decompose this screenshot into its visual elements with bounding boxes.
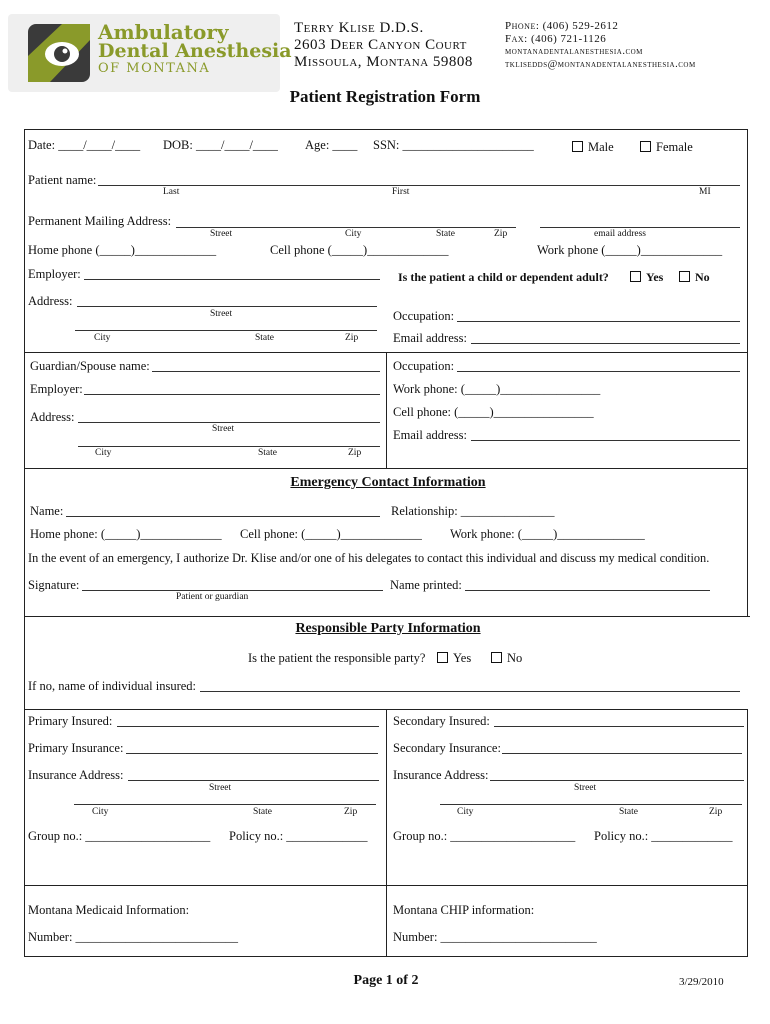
male-option[interactable] bbox=[572, 140, 614, 155]
child-no-label: No bbox=[695, 270, 710, 284]
medicaid-label: Montana Medicaid Information: bbox=[28, 903, 190, 917]
guardian-occupation-line[interactable] bbox=[457, 371, 740, 372]
contact-website: montanadentalanesthesia.com bbox=[505, 46, 643, 57]
responsible-no-label: No bbox=[507, 651, 523, 665]
caption-patient-or-guardian: Patient or guardian bbox=[176, 592, 249, 602]
checkbox-icon[interactable] bbox=[572, 141, 583, 152]
caption-last: Last bbox=[163, 187, 180, 197]
if-no-line[interactable] bbox=[200, 691, 740, 692]
secondary-insurance-address-label: Insurance Address: bbox=[393, 768, 489, 782]
guardian-occupation-label: Occupation: bbox=[393, 359, 455, 373]
checkbox-icon[interactable] bbox=[437, 652, 448, 663]
logo-line2: Dental Anesthesia bbox=[98, 40, 292, 62]
caption-zip: Zip bbox=[709, 807, 723, 817]
primary-policy-field[interactable]: Policy no.: _____________ bbox=[229, 829, 368, 843]
guardian-cell-phone[interactable]: Cell phone: (_____)________________ bbox=[393, 405, 594, 419]
guardian-email-label: Email address: bbox=[393, 428, 467, 442]
emergency-home-phone[interactable]: Home phone: (_____)_____________ bbox=[30, 527, 222, 541]
guardian-employer-line[interactable] bbox=[84, 394, 380, 395]
revision-date: 3/29/2010 bbox=[679, 976, 724, 988]
child-yes-label: Yes bbox=[646, 270, 664, 284]
patient-occupation-label: Occupation: bbox=[393, 309, 455, 323]
child-no-option[interactable] bbox=[679, 270, 710, 285]
secondary-insured-line[interactable] bbox=[494, 726, 744, 727]
caption-zip: Zip bbox=[348, 448, 362, 458]
patient-name-line[interactable] bbox=[98, 185, 740, 186]
employer-label: Employer: bbox=[28, 267, 81, 281]
primary-insurance-address-line[interactable] bbox=[128, 780, 379, 781]
caption-state: State bbox=[255, 333, 274, 343]
checkbox-icon[interactable] bbox=[630, 271, 641, 282]
caption-zip: Zip bbox=[344, 807, 358, 817]
emergency-name-line[interactable] bbox=[66, 516, 380, 517]
name-printed-line[interactable] bbox=[465, 590, 710, 591]
guardian-address-label: Address: bbox=[30, 410, 75, 424]
emergency-relationship[interactable]: Relationship: _______________ bbox=[391, 504, 555, 518]
date-field[interactable]: Date: ____/____/____ bbox=[28, 138, 141, 152]
page-title: Patient Registration Form bbox=[289, 87, 481, 106]
caption-state: State bbox=[258, 448, 277, 458]
dob-field[interactable]: DOB: ____/____/____ bbox=[163, 138, 278, 152]
caption-city: City bbox=[95, 448, 112, 458]
caption-state: State bbox=[619, 807, 638, 817]
responsible-heading: Responsible Party Information bbox=[295, 621, 481, 636]
doctor-city: Missoula, Montana 59808 bbox=[294, 54, 473, 70]
secondary-group-field[interactable]: Group no.: ____________________ bbox=[393, 829, 576, 843]
caption-street: Street bbox=[212, 424, 235, 434]
guardian-email-line[interactable] bbox=[471, 440, 740, 441]
page-number: Page 1 of 2 bbox=[353, 973, 419, 988]
caption-street: Street bbox=[209, 783, 232, 793]
male-label: Male bbox=[588, 140, 614, 154]
caption-street: Street bbox=[574, 783, 597, 793]
guardian-column-divider bbox=[386, 352, 387, 468]
patient-name-label: Patient name: bbox=[28, 173, 97, 187]
signature-line[interactable] bbox=[82, 590, 383, 591]
form-right-border bbox=[747, 129, 748, 616]
caption-first: First bbox=[392, 187, 410, 197]
female-option[interactable] bbox=[640, 140, 693, 155]
medicaid-number-field[interactable]: Number: __________________________ bbox=[28, 930, 239, 944]
responsible-yes-option[interactable] bbox=[437, 651, 471, 666]
form-bottom-border bbox=[24, 956, 748, 957]
primary-insurance-label: Primary Insurance: bbox=[28, 741, 124, 755]
caption-street: Street bbox=[210, 309, 233, 319]
caption-city: City bbox=[94, 333, 111, 343]
name-printed-label: Name printed: bbox=[390, 578, 462, 592]
checkbox-icon[interactable] bbox=[640, 141, 651, 152]
home-phone-field[interactable]: Home phone (_____)_____________ bbox=[28, 243, 217, 257]
secondary-insurance-label: Secondary Insurance: bbox=[393, 741, 501, 755]
logo-eye-icon bbox=[22, 20, 100, 86]
caption-state: State bbox=[253, 807, 272, 817]
child-question: Is the patient a child or dependent adult? bbox=[398, 270, 609, 284]
child-yes-option[interactable] bbox=[630, 270, 663, 285]
caption-mi: MI bbox=[699, 187, 711, 197]
caption-city: City bbox=[457, 807, 474, 817]
contact-email: tklisedds@montanadentalanesthesia.com bbox=[505, 59, 696, 70]
responsible-yes-label: Yes bbox=[453, 651, 472, 665]
caption-zip: Zip bbox=[345, 333, 359, 343]
female-label: Female bbox=[656, 140, 693, 154]
if-no-label: If no, name of individual insured: bbox=[28, 679, 197, 693]
contact-fax: Fax: (406) 721-1126 bbox=[505, 33, 607, 45]
doctor-street: 2603 Deer Canyon Court bbox=[294, 37, 467, 53]
logo bbox=[8, 14, 292, 92]
guardian-address-line[interactable] bbox=[78, 422, 380, 423]
insurance-right-border bbox=[747, 709, 748, 957]
primary-insurance-address-label: Insurance Address: bbox=[28, 768, 124, 782]
secondary-insured-label: Secondary Insured: bbox=[393, 714, 490, 728]
employer-line[interactable] bbox=[84, 279, 380, 280]
secondary-policy-field[interactable]: Policy no.: _____________ bbox=[594, 829, 733, 843]
guardian-work-phone[interactable]: Work phone: (_____)________________ bbox=[393, 382, 601, 396]
primary-insured-label: Primary Insured: bbox=[28, 714, 113, 728]
logo-line3: OF MONTANA bbox=[98, 61, 211, 76]
doctor-name: Terry Klise D.D.S. bbox=[294, 20, 424, 36]
emergency-work-phone[interactable]: Work phone: (_____)______________ bbox=[450, 527, 645, 541]
logo-line1: Ambulatory bbox=[98, 20, 229, 44]
responsible-question: Is the patient the responsible party? bbox=[248, 651, 426, 665]
secondary-insurance-address-line[interactable] bbox=[490, 780, 744, 781]
ssn-field[interactable]: SSN: _____________________ bbox=[373, 138, 534, 152]
age-field[interactable]: Age: ____ bbox=[305, 138, 358, 152]
guardian-employer-label: Employer: bbox=[30, 382, 83, 396]
guardian-address-line-2[interactable] bbox=[78, 446, 380, 447]
chip-number-field[interactable]: Number: _________________________ bbox=[393, 930, 597, 944]
chip-label: Montana CHIP information: bbox=[393, 903, 535, 917]
primary-group-field[interactable]: Group no.: ____________________ bbox=[28, 829, 211, 843]
form-top-border bbox=[24, 129, 748, 130]
address-line[interactable] bbox=[77, 306, 377, 307]
contact-phone: Phone: (406) 529-2612 bbox=[505, 20, 619, 32]
patient-email-address-line[interactable] bbox=[471, 343, 740, 344]
emergency-divider bbox=[24, 468, 748, 469]
caption-street: Street bbox=[210, 229, 233, 239]
emergency-heading: Emergency Contact Information bbox=[290, 475, 486, 490]
medicaid-divider bbox=[24, 885, 748, 886]
emergency-name-label: Name: bbox=[30, 504, 64, 518]
primary-city-line[interactable] bbox=[74, 804, 376, 805]
patient-occupation-line[interactable] bbox=[457, 321, 740, 322]
secondary-city-line[interactable] bbox=[440, 804, 742, 805]
emergency-cell-phone[interactable]: Cell phone: (_____)_____________ bbox=[240, 527, 422, 541]
form-left-border bbox=[24, 129, 25, 957]
guardian-name-label: Guardian/Spouse name: bbox=[30, 359, 150, 373]
address-line-2[interactable] bbox=[75, 330, 377, 331]
mailing-address-line[interactable] bbox=[176, 227, 516, 228]
mailing-address-label: Permanent Mailing Address: bbox=[28, 214, 172, 228]
patient-email-line[interactable] bbox=[540, 227, 740, 228]
caption-zip: Zip bbox=[494, 229, 508, 239]
checkbox-icon[interactable] bbox=[679, 271, 690, 282]
primary-insurance-line[interactable] bbox=[126, 753, 378, 754]
signature-label: Signature: bbox=[28, 578, 80, 592]
emergency-authorization: In the event of an emergency, I authorize Dr. Klise and/or one of his delegates to contact this individual and discuss my medical condition. bbox=[28, 551, 710, 565]
checkbox-icon[interactable] bbox=[491, 652, 502, 663]
responsible-no-option[interactable] bbox=[491, 651, 522, 666]
cell-phone-field[interactable]: Cell phone (_____)_____________ bbox=[270, 243, 449, 257]
patient-email-label: Email address: bbox=[393, 331, 467, 345]
insurance-column-divider bbox=[386, 709, 387, 957]
primary-insured-line[interactable] bbox=[117, 726, 379, 727]
work-phone-field[interactable]: Work phone (_____)_____________ bbox=[537, 243, 723, 257]
caption-email: email address bbox=[594, 229, 646, 239]
caption-city: City bbox=[92, 807, 109, 817]
secondary-insurance-line[interactable] bbox=[502, 753, 742, 754]
caption-state: State bbox=[436, 229, 455, 239]
responsible-divider bbox=[24, 616, 750, 617]
guardian-name-line[interactable] bbox=[152, 371, 380, 372]
address-label: Address: bbox=[28, 294, 73, 308]
caption-city: City bbox=[345, 229, 362, 239]
